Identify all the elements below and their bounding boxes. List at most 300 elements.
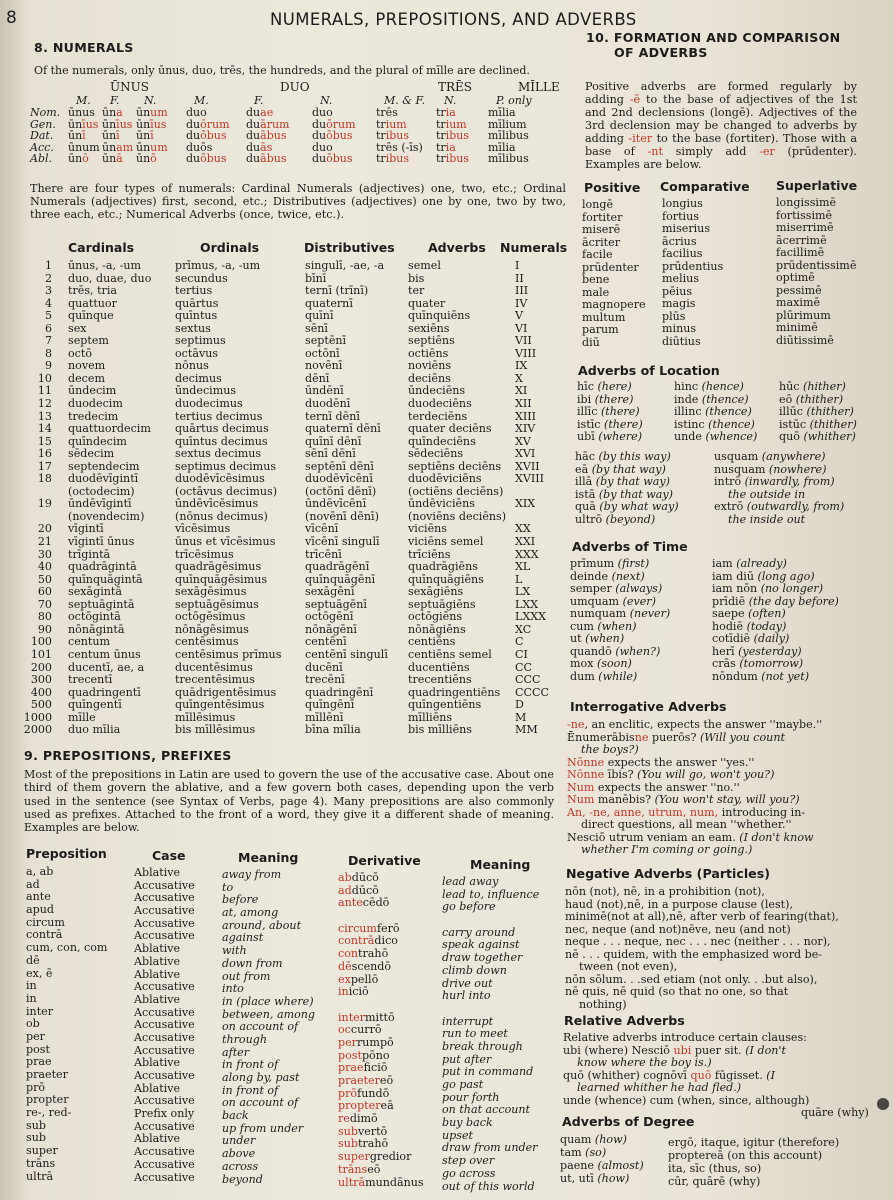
preposition-cell: in — [26, 991, 37, 1005]
time-left-list — [570, 558, 670, 683]
distributive-cell: octōgēnī — [305, 610, 354, 624]
adverb-gloss: (thither) — [806, 405, 854, 419]
distributive-cell: quīnī — [305, 309, 334, 323]
meaning-cell: down from — [222, 956, 283, 970]
declension-cell: duae — [246, 106, 274, 119]
derivative-prefix: propter — [338, 1099, 381, 1113]
number-cell: 60 — [37, 585, 52, 599]
adverb-word: nusquam — [714, 462, 769, 476]
interrogative-line: whether I'm coming or going.) — [581, 843, 753, 857]
adverbs-heading-line2: OF ADVERBS — [614, 45, 708, 60]
cardinal-cell: centum — [68, 635, 111, 649]
case-cell: Ablative — [134, 1081, 181, 1095]
declension-cell: tribus — [436, 129, 469, 143]
ordinal-cell: mīllēsimus — [175, 710, 236, 724]
head-distributives: Distributives — [304, 240, 395, 255]
ordinal-cell: secundus — [175, 271, 228, 285]
adverbs-formation-heading — [586, 30, 840, 60]
roman-cell: XIV — [515, 422, 536, 436]
case-label: Gen. — [30, 117, 56, 131]
derivative-meaning-cell: put in command — [442, 1065, 534, 1079]
preposition-cell: post — [26, 1042, 50, 1056]
roman-cell: LX — [515, 585, 531, 599]
declension-cell: mīlibus — [488, 129, 529, 143]
roman-cell: XXX — [515, 547, 539, 561]
adverb-word: iam — [712, 557, 737, 570]
number-cell: 30 — [37, 547, 52, 561]
roman-cell: D — [515, 698, 524, 712]
adverb-gloss: (when) — [585, 632, 625, 646]
degree-item: ita, sīc (thus, so) — [668, 1162, 762, 1175]
case-column — [134, 867, 195, 1184]
positive-cell: prūdenter — [582, 260, 639, 274]
time-item — [570, 671, 670, 684]
derivative-stem: fundō — [357, 1086, 390, 1100]
derivative-prefix: ultrā — [338, 1175, 366, 1189]
number-cell: 400 — [30, 685, 52, 699]
superlative-cell: ācerrimē — [776, 233, 827, 247]
distributive-cell: quīnī dēnī — [305, 434, 362, 448]
case-cell: Accusative — [134, 929, 195, 943]
preposition-cell: dē — [26, 953, 40, 967]
adverb-gloss: (daily) — [753, 632, 790, 646]
adverb-gloss: (almost) — [597, 1159, 644, 1172]
ordinal-cell: septuāgēsimus — [175, 597, 259, 611]
derivative-prefix: con — [338, 947, 359, 961]
adverb-gloss: (there) — [594, 392, 634, 406]
distributive-cell: duodēnī — [305, 397, 351, 411]
degree-item: cūr, quārē (why) — [668, 1175, 761, 1188]
adverb-word: hūc — [779, 380, 804, 393]
adverb-gloss: (next) — [611, 569, 645, 583]
location-gloss-cont: the outside in — [728, 487, 806, 501]
declension-cell: duābus — [246, 152, 287, 166]
positive-cell: longē — [582, 198, 614, 211]
declension-rows — [30, 107, 570, 165]
positive-cell: bene — [582, 273, 610, 287]
number-cell: 17 — [37, 459, 52, 473]
derivative-prefix: prō — [338, 1086, 358, 1100]
relative-line: quāre (why) — [801, 1106, 869, 1120]
distributive-cell: centēnī — [305, 635, 347, 649]
negative-line: haud (not),nē, in a purpose clause (lest), — [565, 897, 793, 911]
cardinal-cell: septendecim — [68, 459, 140, 473]
cardinal-cell: octōgintā — [68, 610, 121, 624]
adverb-gloss: (while) — [598, 669, 638, 683]
adverb-gloss: (already) — [736, 557, 787, 570]
derivative-prefix: post — [338, 1048, 362, 1062]
numbers-column — [18, 260, 52, 737]
adverbs-heading-line1: 10. FORMATION AND COMPARISON — [586, 30, 841, 45]
ordinal-cell: decimus — [175, 371, 222, 385]
adverb-gloss: (outwardly, from) — [746, 500, 845, 514]
adverb-gloss: (inwardly, from) — [744, 475, 835, 489]
negative-line: tween (not even), — [579, 960, 678, 974]
roman-cell: X — [515, 371, 523, 385]
preposition-cell: circum — [26, 915, 65, 929]
interrogative-line: Ēnumerābisne puerōs? (Will you count — [567, 730, 785, 744]
ordinal-cell: sextus decimus — [175, 447, 262, 461]
positive-cell: miserē — [582, 223, 621, 237]
ending-highlight: -er — [759, 145, 775, 158]
adverb-gloss: (whence) — [705, 430, 758, 444]
adverb-word: mox — [570, 657, 597, 671]
meaning-cell: before — [222, 893, 259, 907]
number-cell: 19 — [37, 497, 52, 511]
derivative-cell — [338, 897, 424, 910]
distributive-cell: ternī dēnī — [305, 409, 360, 423]
positive-cell: facile — [582, 248, 613, 262]
derivative-stem: ficiō — [363, 1061, 388, 1075]
adverb-gloss: (no longer) — [760, 582, 824, 596]
adverb-cell: noviēns — [408, 359, 452, 373]
declension-cell: duōbus — [312, 152, 353, 166]
meaning-cell: against — [222, 931, 264, 945]
derivative-prefix: ex — [338, 972, 351, 986]
ordinal-cell: sexāgēsimus — [175, 585, 247, 599]
distributive-cell: singulī, -ae, -a — [305, 259, 385, 272]
cardinal-cell: ūndecim — [68, 384, 117, 398]
adverb-word: prīdiē — [712, 594, 749, 608]
comparative-cell: plūs — [662, 309, 686, 323]
adverb-word: hāc — [575, 450, 599, 463]
roman-cell: IX — [515, 359, 528, 373]
distributive-cell: trīcēnī — [305, 547, 342, 561]
derivative-meaning-cell: break through — [442, 1039, 523, 1053]
adverb-cell: (octiēns deciēns) — [408, 484, 504, 498]
derivative-stem: iciō — [348, 985, 369, 999]
adverb-word: ubī — [577, 430, 599, 444]
adverb-word: umquam — [570, 594, 623, 608]
positive-cell: fortiter — [582, 210, 623, 224]
interrogative-line: Num expects the answer ''no.'' — [567, 780, 740, 794]
superlative-cell: optimē — [776, 271, 815, 285]
comparative-cell: diūtius — [662, 335, 701, 349]
negative-line: nē . . . quidem, with the emphasized word be- — [565, 947, 823, 961]
location-heading: Adverbs of Location — [578, 363, 720, 378]
case-cell: Accusative — [134, 878, 195, 892]
ordinal-cell: octāvus — [175, 346, 219, 360]
roman-cell: XXI — [515, 535, 536, 549]
roman-cell: XI — [515, 384, 528, 398]
derivative-meaning-cell: go across — [442, 1166, 496, 1180]
adverb-gloss: (how) — [594, 1133, 627, 1146]
head-case: Case — [152, 848, 186, 863]
number-cell: 15 — [37, 434, 52, 448]
distributive-cell: (novēnī dēnī) — [305, 509, 379, 523]
adverb-cell: trīciēns — [408, 547, 451, 561]
gender-head: F. — [254, 94, 264, 107]
derivative-stem: scendō — [351, 959, 392, 973]
distributive-cell: septuāgēnī — [305, 597, 367, 611]
adverb-cell: septiēns deciēns — [408, 459, 502, 473]
ordinal-cell: quīngentēsimus — [175, 698, 265, 712]
cardinal-cell: decem — [68, 371, 105, 385]
distributive-cell: mīllēnī — [305, 710, 344, 724]
declension-cell: mīlia — [488, 140, 516, 154]
adverb-word: istinc — [674, 417, 709, 431]
comparative-cell: minus — [662, 322, 697, 336]
ending-highlight: -iter — [628, 132, 653, 145]
declension-cell: duo — [186, 106, 207, 119]
number-cell: 1000 — [23, 710, 52, 724]
adverb-gloss: (by that way) — [591, 462, 666, 476]
roman-cell: VI — [515, 321, 528, 335]
distributive-cell: quīnquāgēnī — [305, 572, 376, 586]
declension-cell: duōrum — [312, 117, 356, 131]
derivative-meaning-cell — [442, 1003, 539, 1016]
adverb-cell: (noviēns deciēns) — [408, 509, 507, 523]
relative-line: Relative adverbs introduce certain clauses: — [563, 1031, 807, 1044]
adverb-gloss: (tomorrow) — [739, 657, 804, 671]
declension-cell: ūnum — [136, 140, 168, 154]
number-cell: 11 — [37, 384, 52, 398]
derivative-meaning-cell: lead away — [442, 875, 499, 888]
derivative-stem: mundānus — [365, 1175, 424, 1189]
adverb-cell: octōgiēns — [408, 610, 463, 624]
degree-item: ergō, itaque, igitur (therefore) — [668, 1136, 840, 1149]
case-cell: Accusative — [134, 904, 195, 918]
interrogative-line: Nōnne expects the answer ''yes.'' — [567, 755, 755, 769]
cardinal-cell: ūndēvīgintī — [68, 497, 132, 511]
preposition-cell: inter — [26, 1004, 54, 1018]
distributive-cell: quīngēnī — [305, 698, 355, 712]
adverb-word: crās — [712, 657, 740, 671]
number-cell: 16 — [37, 447, 52, 461]
cardinal-cell: trēs, tria — [68, 284, 117, 298]
location-item — [714, 501, 844, 514]
preposition-cell: trāns — [26, 1156, 56, 1170]
cardinal-cell: duo, duae, duo — [68, 271, 152, 285]
case-cell: Prefix only — [134, 1107, 195, 1121]
derivative-prefix: sub — [338, 1124, 358, 1138]
group-unus: ŪNUS — [110, 80, 149, 94]
running-head: NUMERALS, PREPOSITIONS, AND ADVERBS — [270, 10, 637, 29]
declension-row — [30, 153, 570, 165]
ordinal-cell: ducentēsimus — [175, 660, 253, 674]
gender-head: N. — [444, 94, 457, 107]
derivative-prefix: ad — [338, 883, 352, 897]
adverb-gloss: (long ago) — [757, 569, 815, 583]
meaning-cell: on account of — [222, 1096, 299, 1110]
superlative-cell: pessimē — [776, 283, 822, 297]
head-positive: Positive — [584, 180, 641, 195]
declension-table — [30, 82, 570, 165]
derivative-stem: vertō — [357, 1124, 388, 1138]
preposition-column — [26, 866, 107, 1183]
superlative-cell: fortissimē — [776, 208, 833, 222]
ordinal-cell: (octāvus decimus) — [175, 484, 278, 498]
roman-cell: I — [515, 259, 520, 272]
declension-cell: ūnī — [68, 129, 86, 143]
ordinal-cell: quīntus — [175, 309, 218, 323]
derivative-prefix: praeter — [338, 1074, 380, 1087]
adverb-cell: sexiēns — [408, 321, 450, 335]
cardinal-cell: ducentī, ae, a — [68, 660, 145, 674]
adverb-gloss: (soon) — [596, 657, 632, 671]
adverb-word: ut — [570, 632, 586, 646]
text-segment: to the base (fortiter). Those with a base of — [585, 132, 858, 158]
adverb-word: iam diū — [712, 569, 758, 583]
degree-item — [560, 1173, 644, 1186]
roman-cell: C — [515, 635, 524, 649]
negative-heading: Negative Adverbs (Particles) — [566, 866, 770, 881]
declension-cell: ūnus — [68, 106, 95, 119]
roman-cell: XII — [515, 397, 532, 411]
roman-cell: II — [515, 271, 524, 285]
adverb-cell: sēdeciēns — [408, 447, 464, 461]
adverb-word: semper — [570, 582, 616, 596]
case-cell: Accusative — [134, 1157, 195, 1171]
preposition-cell: sub — [26, 1131, 46, 1145]
text-segment: simply add — [662, 145, 760, 158]
adverb-word: herī — [712, 644, 739, 658]
derivative-stem: eō — [379, 1074, 394, 1087]
derivative-stem: dūcō — [351, 871, 379, 884]
preposition-cell: re-, red- — [26, 1106, 72, 1120]
declension-cell: mīlia — [488, 106, 516, 119]
location-item — [674, 431, 757, 444]
head-numerals: Numerals — [500, 240, 568, 255]
superlative-cell: diūtissimē — [776, 334, 834, 348]
distributive-cell: septēnī dēnī — [305, 459, 374, 473]
comparative-cell: ācrius — [662, 234, 697, 248]
derivative-meaning-cell: buy back — [442, 1116, 493, 1130]
meaning-cell: after — [222, 1045, 250, 1059]
superlative-cell: longissimē — [776, 196, 837, 209]
adverb-cell: quater deciēns — [408, 422, 492, 436]
adverb-cell: centiēns semel — [408, 647, 492, 661]
preposition-cell: ultrā — [26, 1169, 54, 1183]
cardinal-cell: quattuor — [68, 296, 117, 310]
cardinal-cell: sexāgintā — [68, 585, 122, 599]
derivative-meaning-cell: on that account — [442, 1103, 531, 1117]
derivative-meaning-cell — [442, 914, 539, 927]
case-cell: Accusative — [134, 891, 195, 905]
head-deriv-meaning: Meaning — [470, 857, 531, 872]
derivative-stem: mittō — [365, 1010, 395, 1024]
adverb-cell: quīngentiēns — [408, 698, 482, 712]
head-derivative: Derivative — [348, 853, 421, 868]
negative-line: nōn (not), nē, in a prohibition (not), — [565, 885, 765, 898]
roman-column — [515, 260, 549, 737]
distributive-cell: quadrāgēnī — [305, 560, 370, 574]
degree-left-list — [560, 1134, 644, 1186]
distributive-cell: octōnī — [305, 346, 340, 360]
derivative-prefix: sub — [338, 1137, 358, 1151]
preposition-cell: cum, con, com — [26, 941, 108, 955]
comparative-cell: facilius — [662, 247, 703, 261]
comparative-cell: prūdentius — [662, 259, 724, 273]
cardinal-cell: quadrāgintā — [68, 560, 137, 574]
ending-highlight: -ē — [629, 93, 641, 106]
ordinals-column — [175, 260, 281, 737]
location-item — [577, 431, 642, 444]
preposition-cell: propter — [26, 1093, 69, 1107]
number-cell: 5 — [44, 309, 52, 323]
derivative-prefix: dē — [338, 959, 352, 973]
declension-cell: duo — [312, 140, 333, 154]
declension-cell: tribus — [436, 152, 469, 166]
roman-cell: XV — [515, 434, 531, 448]
preposition-cell: prae — [26, 1055, 52, 1069]
number-cell: 1 — [44, 259, 52, 272]
declension-cell: ūnō — [136, 152, 157, 166]
number-cell: 13 — [37, 409, 52, 423]
adverb-word: extrō — [714, 500, 747, 514]
case-cell: Ablative — [134, 967, 181, 981]
derivative-meaning-cell: interrupt — [442, 1014, 494, 1028]
adverb-gloss: (always) — [615, 582, 663, 596]
adverb-cell: bis — [408, 271, 425, 285]
distributive-cell: (octōnī dēnī) — [305, 484, 377, 498]
roman-cell: III — [515, 284, 529, 298]
roman-cell: MM — [515, 723, 538, 737]
adverb-cell: ūndeciēns — [408, 384, 466, 398]
adverb-word: iam nōn — [712, 582, 761, 596]
distributive-cell: quaternī dēnī — [305, 422, 381, 436]
adverb-cell: duodeciēns — [408, 397, 472, 411]
roman-cell: VII — [515, 334, 532, 348]
declension-cell: duōbus — [186, 129, 227, 143]
ordinal-cell: septimus — [175, 334, 226, 348]
roman-cell: CI — [515, 647, 528, 661]
adverb-word: deinde — [570, 569, 612, 583]
distributive-cell: ūndēvīcēnī — [305, 497, 367, 511]
derivative-prefix: in — [338, 985, 349, 999]
distributive-cell: trecēnī — [305, 673, 345, 687]
prepositions-heading: 9. PREPOSITIONS, PREFIXES — [24, 748, 232, 763]
adverb-word: numquam — [570, 607, 630, 621]
adverb-gloss: (there) — [604, 417, 643, 431]
roman-cell: M — [515, 710, 527, 724]
derivative-stem: pellō — [350, 972, 379, 986]
declension-cell: mīlium — [488, 117, 527, 131]
cardinal-cell: quattuordecim — [68, 422, 151, 436]
numeral-types-text: There are four types of numerals: Cardinal Numerals (adjectives) one, two, etc.; Ordinal Numerals (adjectives) first, second, etc.; Distributives (adjectives) one by one, two by two, three each, etc.; Numerical Adverbs (once, twice, etc.). — [30, 182, 566, 222]
declension-cell: ūnam — [102, 140, 134, 154]
number-cell: 2 — [44, 271, 52, 285]
meaning-column — [222, 869, 315, 1186]
distributive-cell: dēnī — [305, 371, 330, 385]
adverb-gloss: (by this way) — [598, 450, 671, 463]
case-cell: Ablative — [134, 954, 181, 968]
roman-cell: CCC — [515, 673, 541, 687]
gender-head: M. — [194, 94, 209, 107]
adverb-gloss: (the day before) — [748, 594, 839, 608]
adverb-cell: mīlliēns — [408, 710, 453, 724]
adverb-gloss: (anywhere) — [761, 450, 826, 463]
positive-cell: parum — [582, 323, 619, 337]
distributive-cell: novēnī — [305, 359, 343, 373]
adverb-gloss: (hither) — [803, 380, 846, 393]
relative-line: learned whither he had fled.) — [577, 1081, 742, 1095]
roman-cell: XL — [515, 560, 531, 574]
number-cell: 18 — [37, 472, 52, 486]
cardinal-cell: quīndecim — [68, 434, 127, 448]
preposition-cell: per — [26, 1029, 45, 1043]
number-cell: 4 — [44, 296, 52, 310]
derivative-meaning-cell: drive out — [442, 976, 493, 990]
ordinal-cell: sextus — [175, 321, 211, 335]
location-item — [779, 431, 856, 444]
adverbs-formation-text — [585, 80, 857, 171]
ordinal-cell: bis mīllēsimus — [175, 723, 256, 737]
derivative-meaning-column — [442, 876, 539, 1193]
cardinal-cell: ūnus, -a, -um — [68, 259, 142, 272]
ordinal-cell: duodēvīcēsimus — [175, 472, 265, 486]
relative-line: quō (whither) cognōvī quō fūgisset. (I — [563, 1068, 776, 1082]
